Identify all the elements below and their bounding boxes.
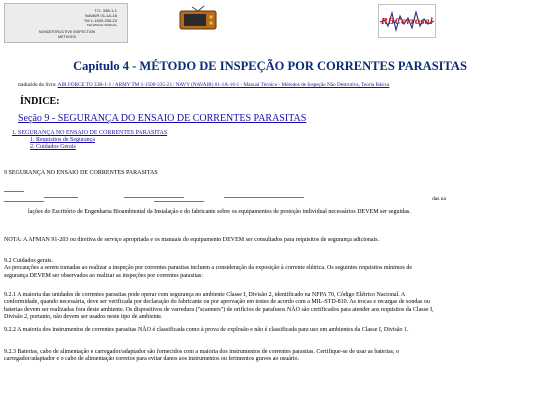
- toc-subitem: [12, 144, 167, 151]
- source-line: [18, 82, 389, 88]
- paragraph-9-2: 9.2 Cuidados gerais. As precauções a serem tomadas ao realizar a inspeção por correntes parasitas incluem a consideração da exposição à corrente elétrica. Os seguintes requisitos mínimos de segurança DEVEM ser observados ao realizar as inspeções por correntes parasitas:: [4, 258, 412, 279]
- section-heading-text: 9 SEGURANÇA NO ENSAIO DE CORRENTES PARASITAS: [4, 170, 158, 176]
- paragraph-9-2-3: 9.2.3 Baterias, cabo de alimentação e carregador/adaptador são fornecidos com a maioria dos instrumentos de correntes parasitas. Certifique-se de usar as baterias, o carregador/adaptador e o cabo de alimentação corretos para evitar danos aos instrumentos ou ferimentos graves ao usuário.: [4, 349, 400, 363]
- index-heading: ÍNDICE:: [20, 96, 60, 107]
- cover-line: T.O. 33B-1-1: [94, 8, 117, 13]
- source-prefix: traduzido do livro:: [18, 82, 58, 88]
- paragraph-9-2-2: 9.2.2 A maioria dos instrumentos de correntes parasitas NÃO é classificada como à prova de explosão e não é classificada para uso em ambientes da Classe I, Divisão 1.: [4, 327, 409, 333]
- table-of-contents: [12, 130, 167, 152]
- tv-icon: [174, 3, 222, 31]
- cover-line: TECHNICAL MANUAL: [86, 23, 117, 27]
- manual-cover-image: [4, 3, 128, 43]
- page-title: Capítulo 4 - MÉTODO DE INSPEÇÃO POR CORRENTES PARASITAS: [73, 59, 467, 73]
- cover-line: TM 1-1500-335-23: [83, 18, 117, 23]
- paragraph-ppe: lações do Escritório de Engenharia Bioambiental da Instalação e do fabricante sobre os equipamentos de proteção individual necessários DEVEM ser seguidas.: [28, 209, 411, 215]
- paragraph-9-2-1: 9.2.1 A maioria das unidades de correntes parasitas pode operar com segurança no ambiente Classe I, Divisão 2, identificado na NFPA 70, Código Elétrico Nacional. A conformidade, quando necessária, deve ser verificada por declaração do fabricante ou por aprovação em testes de acordo com a MIL-STD-810. As trocas e recargas de sondas ou baterias devem ser realizadas fora deste ambiente. Os dispositivos de varredura ("scanners") de orifícios de parafusos NÃO são certificados para atender aos requisitos da Classe I, Divisão 2, portanto, não devem ser usados neste tipo de ambiente.: [4, 292, 434, 321]
- cover-line: NAVAIR 01-1A-16: [85, 13, 117, 18]
- toc-link-general-care[interactable]: 2. Cuidados Gerais: [30, 144, 76, 151]
- source-link[interactable]: AIR FORCE TO 33B-1-1 / ARMY TM 1-1500-335-23 / NAVY (NAVAIR) 01-1A-16-1 - Manual Técnico - Métodos de Inspeção Não Destrutiva, Teoria Básica: [57, 82, 390, 88]
- logo-text: RBCorrosal: [381, 16, 433, 26]
- overlap-text-tail: das na: [432, 196, 446, 202]
- toc-item-safety[interactable]: 1. SEGURANÇA NO ENSAIO DE CORRENTES PARASITAS: [12, 130, 168, 136]
- toc-link-requirements[interactable]: 1. Requisitos de Segurança: [30, 137, 95, 144]
- cover-title: NONDESTRUCTIVE INSPECTION METHODS: [38, 30, 96, 39]
- paragraph-note: NOTA: A AFMAN 91-203 ou diretiva de serviço apropriada e os manuais do equipamento DEVEM ser consultados para requisitos de segurança adicionais.: [4, 237, 380, 243]
- toc-subitem: [12, 137, 167, 144]
- overlapping-text-artifact: [4, 188, 446, 204]
- section-link[interactable]: Seção 9 - SEGURANÇA DO ENSAIO DE CORRENTES PARASITAS: [18, 113, 307, 124]
- rbcorrosal-logo: [378, 4, 436, 38]
